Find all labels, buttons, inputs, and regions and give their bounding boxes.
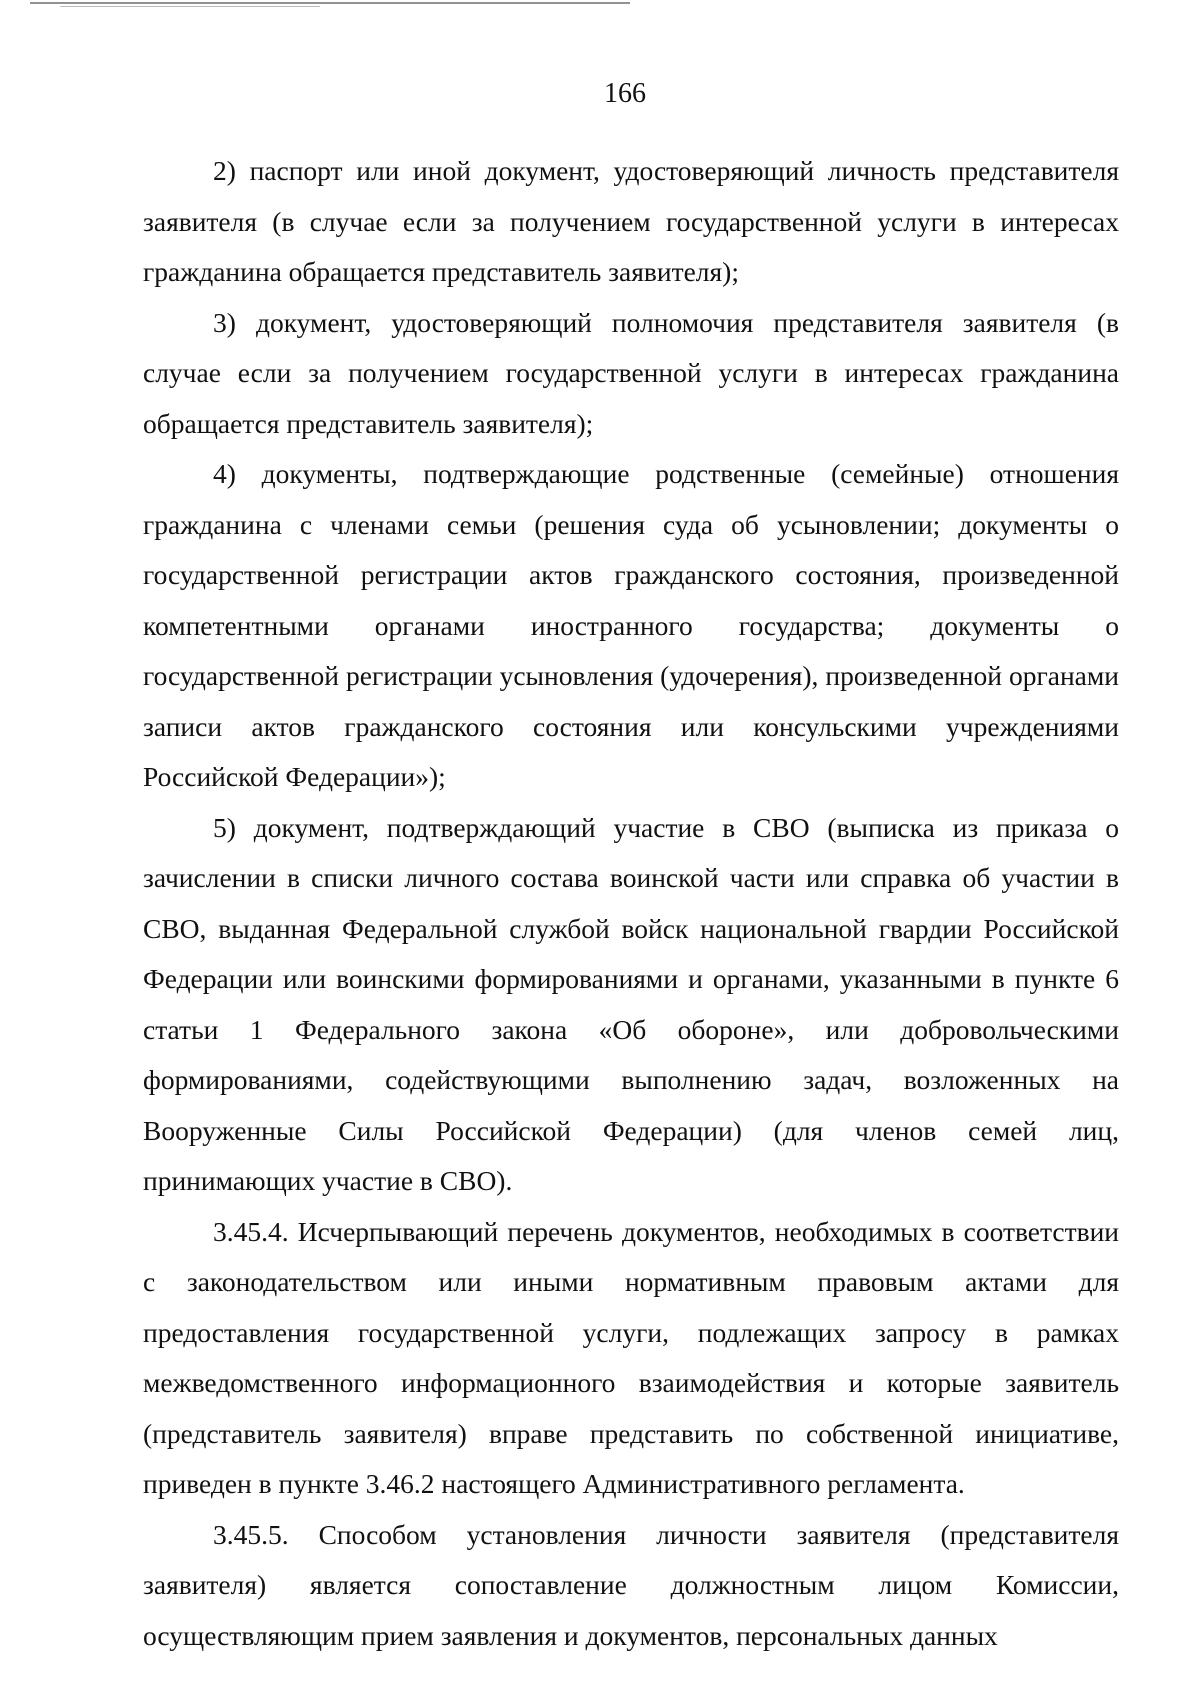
paragraph-item-5: 5) документ, подтверждающий участие в СВО (выписка из приказа о зачислении в списки личного состава воинской части или справка об участии в СВО, выданная Федеральной службой войск национальной гвардии Российской Федерации или воинскими формированиями и органами, указанными в пункте 6 статьи 1 Федерального закона «Об обороне», или добровольческими формированиями, содействующими выполнению задач, возложенных на Вооруженные Силы Российской Федерации) (для членов семей лиц, принимающих участие в СВО). [143,811,1119,1196]
paragraph-item-3: 3) документ, удостоверяющий полномочия представителя заявителя (в случае если за получением государственной услуги в интересах гражданина обращается представитель заявителя); [143,306,1119,439]
paragraph-item-2: 2) паспорт или иной документ, удостоверяющий личность представителя заявителя (в случае если за получением государственной услуги в интересах гражданина обращается представитель заявителя); [143,155,1119,287]
paragraph-3-45-4: 3.45.4. Исчерпывающий перечень документов, необходимых в соответствии с законодательством или иными нормативным правовым актами для предоставления государственной услуги, подлежащих запросу в рамках межведомственного информационного взаимодействия и которые заявитель (представитель заявителя) вправе представить по собственной инициативе, приведен в пункте 3.46.2 настоящего Административного регламента. [143,1215,1119,1499]
body-text [143,146,1119,1661]
paragraph-item-4: 4) документы, подтверждающие родственные (семейные) отношения гражданина с членами семьи (решения суда об усыновлении; документы о государственной регистрации актов гражданского состояния, произведенной компетентными органами иностранного государства; документы о государственной регистрации усыновления (удочерения), произведенной органами записи актов гражданского состояния или консульскими учреждениями Российской Федерации»); [143,458,1119,792]
page-number: 166 [604,78,646,109]
scan-edge-line [30,2,630,4]
paragraph-3-45-5: 3.45.5. Способом установления личности заявителя (представителя заявителя) является сопоставление должностным лицом Комиссии, осуществляющим прием заявления и документов, персональных данных [143,1518,1119,1651]
scan-edge-line-faint [60,6,320,7]
